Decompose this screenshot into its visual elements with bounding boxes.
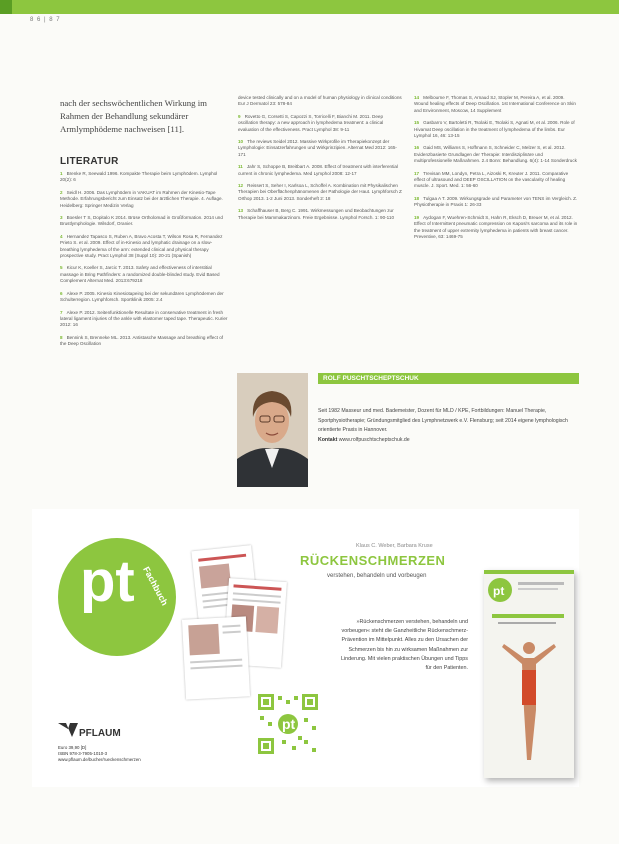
badge-subtitle: Fachbuch	[141, 565, 170, 608]
contact-url: www.rolfpuschtscheptschuk.de	[338, 436, 410, 443]
contact-label: Kontakt	[318, 436, 338, 443]
reference-entry	[238, 183, 404, 202]
reference-entry	[60, 190, 228, 209]
isbn-line: ISBN 978-3-7905-1010-3	[58, 751, 108, 756]
reference-number: 4	[60, 233, 63, 239]
reference-entry	[60, 265, 228, 284]
reference-number: 18	[414, 195, 420, 201]
reference-number: 14	[414, 95, 420, 100]
references-column-1	[60, 171, 228, 354]
reference-number: 2	[60, 189, 63, 195]
reference-entry	[414, 171, 579, 190]
references-column-2	[238, 95, 404, 227]
book-title: RÜCKENSCHMERZEN	[300, 553, 446, 568]
reference-entry	[60, 234, 228, 260]
book-subtitle: verstehen, behandeln und vorbeugen	[327, 573, 427, 579]
reference-text: The reviews Seidel 2012. Massive Wirkprofile im Therapiekonzept der Lymphologie: Einsatzerfahrungen und Wirkprinzipien. Alternat Med 2012: 165-171	[238, 139, 397, 157]
reference-entry	[238, 208, 404, 221]
top-color-bar	[0, 0, 619, 14]
reference-text: Tulgaa A T. 2009. Wirkungsgrade und Parameter von TENS im Vergleich. Z. Physiotherapie in Praxis 1: 26-33	[414, 195, 578, 208]
reference-entry	[60, 310, 228, 329]
reference-entry	[414, 95, 579, 114]
reference-number: 7	[60, 309, 63, 315]
author-photo	[237, 373, 308, 487]
reference-text: Alexe P. 2005. Kinesio Kinesiotapeing bei der sekundären Lymphödemen der Schulterregion. Lymphforsch. Sportklinik 2005: 2.4	[60, 290, 224, 303]
book-description: »Rückenschmerzen verstehen, behandeln und vorbeugen« steht die Ganzheitliche Rückenschmerz-Prävention im Mittelpunkt. Alles zu den Ursachen der Schmerzen bis hin zu wirksamen Maßnahmen zur Linderung. Mit vielen praktischen Übungen und Tipps für den Patienten.	[340, 619, 468, 672]
reference-number: 13	[238, 208, 244, 214]
reference-text: Schaffhauser B, Berg C. 1991. Wirkmessungen und Beobachtungen zur Therapie bei Mammakarzinom. Freie Ergebnisse. Lymphol Forsch. 1: 90-110	[238, 208, 394, 220]
reference-text: Bennink S, Brenneke ML. 2013. Antistasche Massage and breathing effect of the Deep Oscillation	[60, 334, 224, 347]
badge-logo-text: pt	[80, 549, 135, 614]
reference-text: Reissert S, Seher I, Karlsoa L, Schoffel A. Kombination mit Physikalischen Therapien bei Oberflächenphänomenen der Pathologie der Haut. Lymphforsch Z Orthop 2013. 1-2 Juni 2013. Sonderheft 2: 18	[238, 183, 402, 201]
author-bio-text: Seit 1982 Masseur und med. Bademeister, Dozent für MLD / KPE, Fortbildungen: Manuel Therapie, Sportphysiotherapie; Gründungsmitglied des Lymphnetzwerk e.V. Flensburg; seit 2014 eigene lymphologisch orientierte Praxis in Hannover.	[318, 408, 568, 433]
reference-text: Jahr S, Schoppe B, Breitbart A. 2008. Effect of treatment with interferential current in chronic lymphedema. Med Lymphol 2008: 12-17	[238, 164, 398, 176]
intro-paragraph: nach der sechswöchentlichen Wirkung im Rahmen der Behandlung sekundärer Armlymphödeme nachweisen [11].	[60, 98, 208, 134]
author-name: ROLF PUSCHTSCHEPTSCHUK	[318, 373, 579, 384]
reference-entry	[414, 215, 579, 241]
isbn-block	[58, 745, 141, 763]
svg-text:pt: pt	[282, 716, 296, 732]
reference-text: Seidl H. 2006. Das Lymphödem in VAKUAT im Rahmen der Kinesio-Tape Methode. Erfahrungsbericht zum Einsatz bei der ärztlichen Therapie. 4. Auflage. Heidelberg: Springer Medizin Verlag	[60, 189, 223, 208]
author-bio	[318, 407, 578, 445]
reference-number: 5	[60, 265, 63, 271]
reference-text: device tested clinically and on a model of human physiology in clinical conditions Eur J Dermatol 23: 578-84	[238, 95, 402, 107]
reference-number: 10	[238, 139, 244, 145]
reference-text: Gaid MS, Williams S, Hoffmann S, Schneider C, Melzer S, et al. 2012. Evidenzbasierte Grundlagen der Therapie: Interdisziplinäre und multiprofessionelle Maßnahmen. 2.4 Bonn: Behandlung. 6(4): 1-14 Sonderdruck	[414, 145, 577, 164]
reference-text: Alexe P. 2012. Seitenfunktionelle Resultate in conservative treatment in fresh lateral ligament injuries of the ankle with elastomer taped tape. Therapeutic. Kurier 2012: 16	[60, 309, 228, 328]
reference-number: 16	[414, 145, 420, 151]
reference-number: 3	[60, 215, 63, 221]
references-column-3	[414, 95, 579, 246]
reference-entry	[60, 171, 228, 184]
reference-number: 15	[414, 120, 420, 126]
reference-text: Hernandez Tapasco S, Ruben A, Bravo Acosta T, Wilson Rosa R, Fernandez Prieto S. et al. 2009. Effect of in-Kinesio and lymphatic drainage on a slow-breathing lymphedema of the arm: extended clinical and physical therapy prospective study. Pract Lymphol 38 (Suppl 10): 20-21 (Spanish)	[60, 233, 223, 259]
reference-entry	[238, 114, 404, 133]
reference-entry	[238, 164, 404, 177]
svg-text:pt: pt	[493, 584, 505, 598]
book-url[interactable]: www.pflaum.de/bucher/rueckenschmerzen	[58, 757, 141, 762]
top-bar-accent	[0, 0, 12, 14]
reference-entry	[238, 95, 404, 108]
sample-page-3	[182, 616, 250, 699]
reference-entry	[60, 335, 228, 348]
reference-text: Melbourne F, Thomas S, Arnaud SJ, Stopler M, Pereira A, et al. 2009. Wound healing effects of Deep Oscillation. 1st International Conference on Skin and Environment, Moscow, 14 Supplement	[414, 95, 576, 113]
reference-text: Gasbarro V, Bartoletti R, Tsolaki E, Tsolaki S, Agnati M, et al. 2006. Role of Hivamat Deep oscillation in the treatment of lymphedema of the limbs. Eur Lymphol 16, 46: 13-15	[414, 120, 575, 139]
references-heading: LITERATUR	[60, 156, 119, 167]
reference-entry	[414, 145, 579, 164]
reference-text: Rovetto G, Corsetti S, Capozzi S, Torricelli F, Bianchi M. 2011. Deep oscillation therapy: a new approach in lymphedema treatment: a clinical evaluation of the effectiveness. Pract Lymphol 38: 9-11	[238, 113, 384, 132]
reference-number: 19	[414, 214, 420, 220]
publisher-name: PFLAUM	[79, 728, 121, 739]
reference-text: Trevisan MM, Londyn, Petra L, Aizoski R, Kreuter J. 2011. Comparative effect of ultrasound and DEEP OSCILLATION on the vascularity of healing muscle. J. Sport. Med. 1: 56-60	[414, 170, 569, 189]
reference-entry	[414, 120, 579, 139]
reference-number: 11	[238, 164, 243, 170]
reference-text: Boesler T S, Dopitalo K 2014. Brüse Ortholomad in Großformation. 2014 und Brustlymphologie. Wilsdorf, Oranier.	[60, 215, 223, 227]
reference-number: 9	[238, 113, 241, 119]
reference-number: 6	[60, 290, 63, 296]
reference-number: 17	[414, 170, 420, 176]
reference-number: 12	[238, 183, 244, 189]
page-number: 8 6 | 8 7	[30, 17, 61, 23]
reference-entry	[238, 139, 404, 158]
reference-number: 8	[60, 334, 63, 340]
book-cover	[484, 570, 574, 778]
price-line: Euro 39,90 [D]	[58, 745, 87, 750]
qr-code[interactable]	[256, 692, 320, 756]
reference-number: 1	[60, 171, 63, 176]
reference-entry	[60, 291, 228, 304]
book-authors: Klaus C. Weber, Barbara Kruse	[356, 543, 433, 549]
reference-entry	[60, 215, 228, 228]
reference-text: Kicur K, Koeller S, Jarcic T. 2013. Safety and effectiveness of interstitial massage in Bring Pathfinders: a randomized double-blinded study. Evid Based Complement Alternat Med. 2013:679218	[60, 265, 220, 284]
reference-entry	[414, 196, 579, 209]
reference-text: Aydogan F, Wuehren-Schmidt S, Hahn R, Eksch D, Breuer M, et al. 2012. Effect of Intermittent pneumatic compression on Kaposi's sarcoma and its role in the treatment of upper extremity lymphedema in patients with breast cancer. Preventive, 63: 1469-75	[414, 214, 578, 239]
reference-text: Brenke R, Seewald 1996. Kompakte Therapie beim Lymphödem. Lymphol 20(2): 6	[60, 171, 218, 183]
